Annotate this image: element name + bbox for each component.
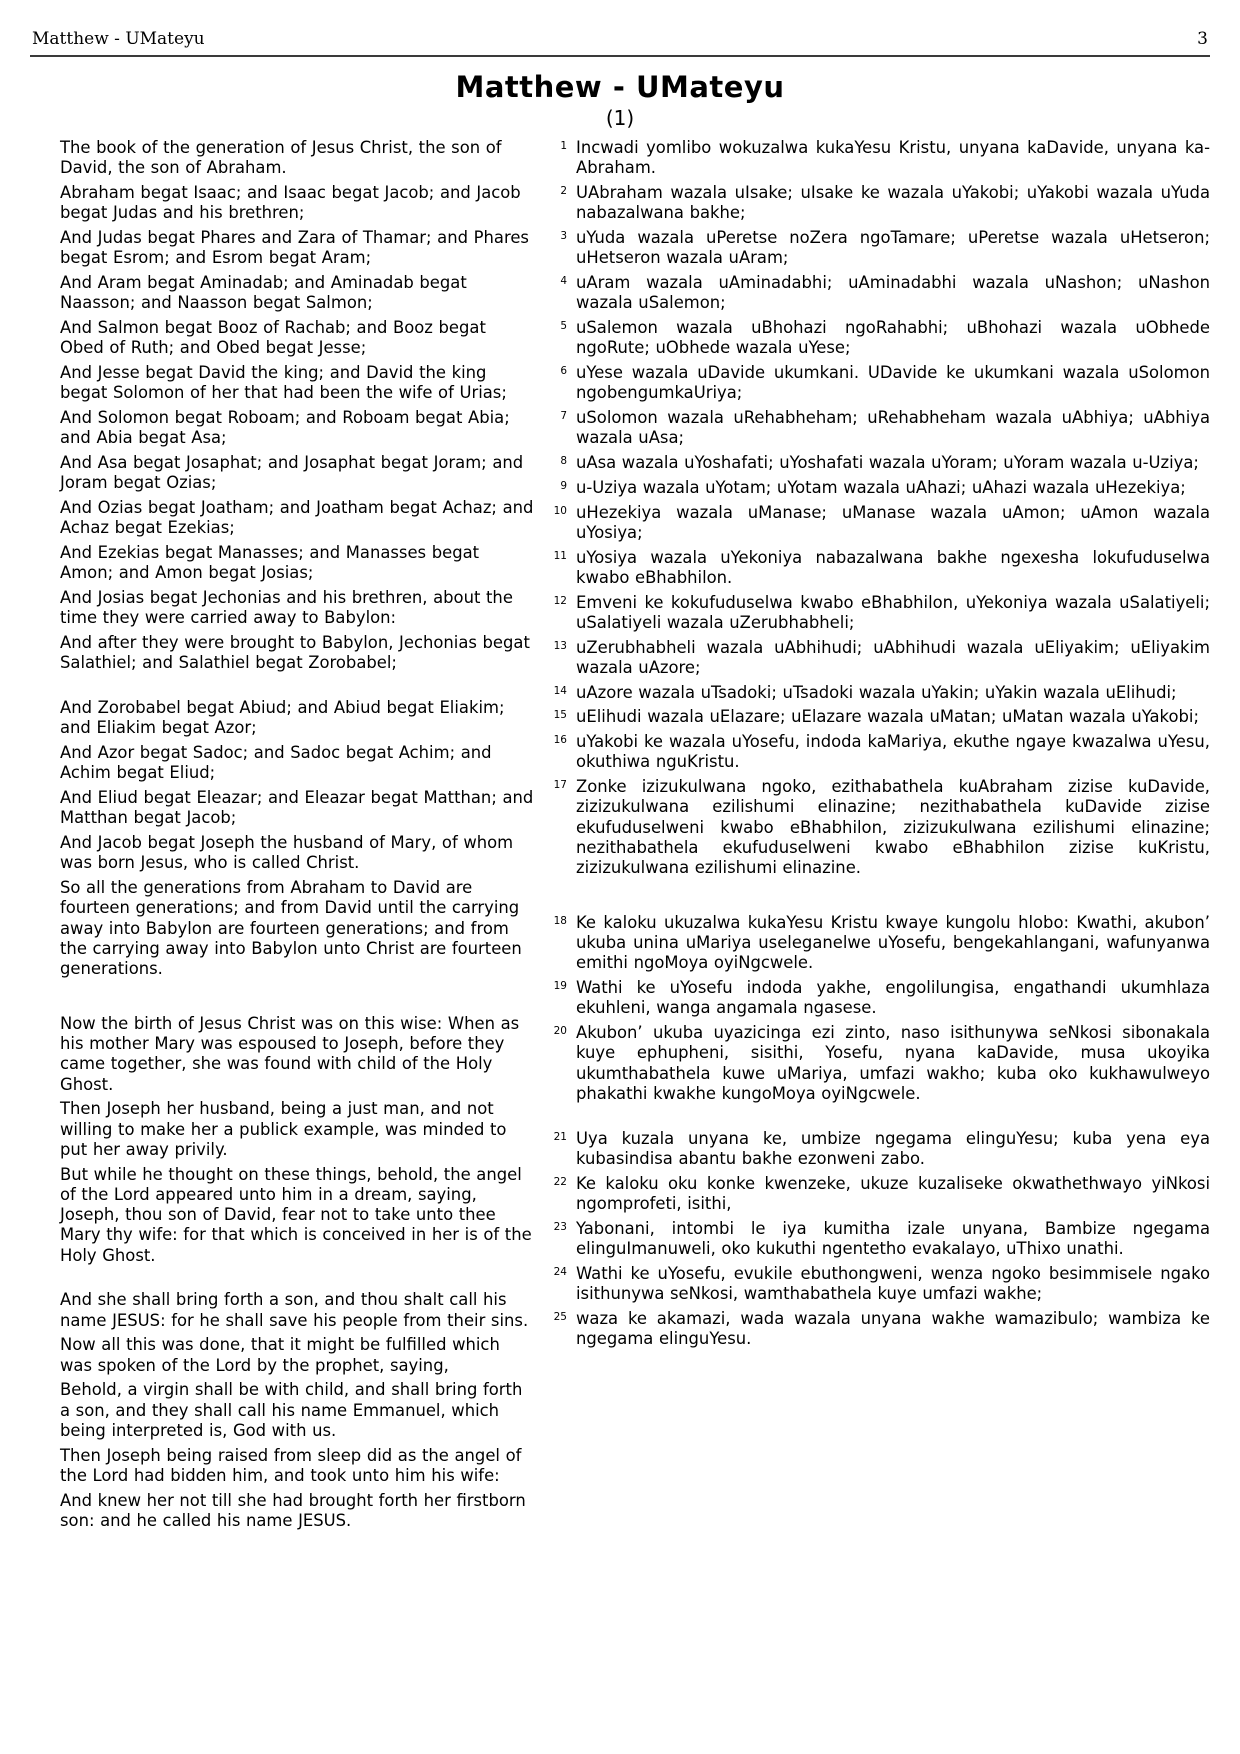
verse-number: 15 (553, 709, 567, 722)
verse-number (30, 543, 60, 546)
verse-text: Then Joseph being raised from sleep did as the angel of the Lord had bidden him, and took unto him his wife: (60, 1445, 522, 1485)
verse-row (546, 1219, 1210, 1260)
verse-row (30, 498, 534, 539)
verse-row (30, 363, 534, 404)
verse-number (30, 318, 60, 321)
verse-text: Wathi ke uYosefu, evukile ebuthongweni, wenza ngoko besimmisele ngako isithunywa seNkosi, wamthabathela kuye umfazi wakhe; (576, 1263, 1210, 1303)
verse-number (30, 1014, 60, 1017)
verse-number: 20 (553, 1025, 567, 1038)
verse-text: Then Joseph her husband, being a just man, and not willing to make her a publick example, was minded to put her away privily. (60, 1099, 507, 1159)
verse-text: uZerubhabheli wazala uAbhihudi; uAbhihudi wazala uEliyakim; uEliyakim wazala uAzore; (576, 637, 1210, 677)
verse-number: 13 (553, 639, 567, 652)
verse-row (546, 1129, 1210, 1170)
verse-row (546, 732, 1210, 773)
verse-text: The book of the generation of Jesus Christ, the son of David, the son of Abraham. (60, 138, 502, 178)
verse-number (30, 1099, 60, 1102)
verse-text: And Ozias begat Joatham; and Joatham begat Achaz; and Achaz begat Ezekias; (60, 498, 534, 538)
verse-row (546, 228, 1210, 269)
parallel-text-body (30, 138, 1210, 1536)
verse-number (30, 228, 60, 231)
verse-number (30, 1335, 60, 1338)
verse-row (30, 183, 534, 224)
verse-row (30, 1014, 534, 1095)
verse-number (30, 878, 60, 881)
verse-text: And Josias begat Jechonias and his brethren, about the time they were carried away to Babylon: (60, 588, 513, 628)
verse-row (546, 503, 1210, 544)
verse-text: And Zorobabel begat Abiud; and Abiud begat Eliakim; and Eliakim begat Azor; (60, 698, 505, 738)
verse-row (30, 878, 534, 979)
verse-number: 22 (553, 1175, 567, 1188)
verse-row (30, 138, 534, 179)
verse-text: Yabonani, intombi le iya kumitha izale unyana, Bambize ngegama elinguImanuweli, oko kukuthi ngentetho evakalayo, uThixo unathi. (576, 1218, 1210, 1258)
header-page-number: 3 (1197, 29, 1208, 49)
header-book-title: Matthew - UMateyu (32, 29, 205, 49)
verse-number: 21 (553, 1130, 567, 1143)
verse-number: 6 (560, 365, 567, 378)
verse-text: Now the birth of Jesus Christ was on this wise: When as his mother Mary was espoused to Joseph, before they came together, she was found with child of the Holy Ghost. (60, 1013, 520, 1094)
verse-number: 7 (560, 410, 567, 423)
verse-number (30, 788, 60, 791)
verse-text: And Eliud begat Eleazar; and Eleazar begat Matthan; and Matthan begat Jacob; (60, 788, 534, 828)
verse-row (546, 138, 1210, 179)
verse-row (546, 1264, 1210, 1305)
verse-text: And Asa begat Josaphat; and Josaphat begat Joram; and Joram begat Ozias; (60, 453, 524, 493)
verse-row (546, 707, 1210, 727)
verse-text: Abraham begat Isaac; and Isaac begat Jacob; and Jacob begat Judas and his brethren; (60, 183, 521, 223)
verse-text: And Jacob begat Joseph the husband of Mary, of whom was born Jesus, who is called Christ. (60, 833, 514, 873)
verse-row (546, 978, 1210, 1019)
verse-text: UAbraham wazala uIsake; uIsake ke wazala uYakobi; uYakobi wazala uYuda nabazalwana bakhe; (576, 183, 1210, 223)
verse-row (546, 363, 1210, 404)
verse-row (546, 408, 1210, 449)
verse-row (30, 1290, 534, 1331)
verse-number (30, 273, 60, 276)
verse-row (30, 698, 534, 739)
verse-number: 25 (553, 1310, 567, 1323)
verse-number (30, 138, 60, 141)
verse-number (30, 408, 60, 411)
verse-text: And Ezekias begat Manasses; and Manasses begat Amon; and Amon begat Josias; (60, 543, 480, 583)
chapter-title-block (30, 71, 1210, 130)
verse-text: And Azor begat Sadoc; and Sadoc begat Achim; and Achim begat Eliud; (60, 743, 492, 783)
verse-text: Akubon’ ukuba uyazicinga ezi zinto, naso isithunywa seNkosi sibonakala kuye ephupheni, sisithi, Yosefu, nyana kaDavide, musa ukoyika ukumthabathela kuwe uMariya, umfazi wakho; kuba oko kukhawulweyo phakathi kwakhe kungoMoya oyiNgcwele. (576, 1023, 1210, 1103)
verse-number: 24 (553, 1265, 567, 1278)
verse-row (546, 318, 1210, 359)
verse-number (30, 588, 60, 591)
running-header (30, 30, 1210, 57)
verse-row (546, 453, 1210, 473)
verse-number (30, 743, 60, 746)
verse-row (30, 1380, 534, 1441)
verse-row (30, 318, 534, 359)
verse-row (546, 593, 1210, 634)
verse-text: u-Uziya wazala uYotam; uYotam wazala uAhazi; uAhazi wazala uHezekiya; (576, 477, 1186, 497)
verse-text: And knew her not till she had brought forth her firstborn son: and he called his name JESUS. (60, 1490, 526, 1530)
verse-row (546, 183, 1210, 224)
verse-row (546, 683, 1210, 703)
verse-text: waza ke akamazi, wada wazala unyana wakhe wamazibulo; wambiza ke ngegama elinguYesu. (576, 1308, 1210, 1348)
verse-number: 1 (560, 140, 567, 153)
verse-row (546, 548, 1210, 589)
verse-number (30, 363, 60, 366)
xhosa-column (546, 138, 1210, 1354)
verse-row (30, 408, 534, 449)
verse-text: Emveni ke kokufuduselwa kwabo eBhabhilon, uYekoniya wazala uSalatiyeli; uSalatiyeli wazala uZerubhabheli; (576, 592, 1210, 632)
verse-row (30, 743, 534, 784)
verse-number (30, 1446, 60, 1449)
chapter-number: (1) (605, 106, 635, 131)
verse-number: 5 (560, 320, 567, 333)
paragraph-spacer (546, 1109, 1210, 1129)
verse-number (30, 633, 60, 636)
verse-text: uSolomon wazala uRehabheham; uRehabheham wazala uAbhiya; uAbhiya wazala uAsa; (576, 408, 1210, 448)
verse-text: And Jesse begat David the king; and David the king begat Solomon of her that had been the wife of Urias; (60, 363, 507, 403)
verse-text: uAsa wazala uYoshafati; uYoshafati wazala uYoram; uYoram wazala u-Uziya; (576, 453, 1199, 473)
verse-row (546, 638, 1210, 679)
verse-row (546, 478, 1210, 498)
page-title: Matthew - UMateyu (455, 69, 785, 104)
verse-number: 11 (553, 549, 567, 562)
verse-number (30, 1290, 60, 1293)
verse-number: 10 (553, 504, 567, 517)
verse-number: 19 (553, 980, 567, 993)
verse-text: And Aram begat Aminadab; and Aminadab begat Naasson; and Naasson begat Salmon; (60, 273, 467, 313)
verse-number: 14 (553, 684, 567, 697)
verse-row (546, 777, 1210, 878)
verse-row (30, 228, 534, 269)
verse-text: uAzore wazala uTsadoki; uTsadoki wazala uYakin; uYakin wazala uElihudi; (576, 682, 1177, 702)
verse-row (30, 1446, 534, 1487)
verse-text: uYosiya wazala uYekoniya nabazalwana bakhe ngexesha lokufuduselwa kwabo eBhabhilon. (576, 547, 1210, 587)
verse-text: And Salmon begat Booz of Rachab; and Booz begat Obed of Ruth; and Obed begat Jesse; (60, 318, 486, 358)
english-column (30, 138, 546, 1536)
verse-text: And Judas begat Phares and Zara of Thamar; and Phares begat Esrom; and Esrom begat Aram; (60, 228, 529, 268)
verse-text: Now all this was done, that it might be fulfilled which was spoken of the Lord by the prophet, saying, (60, 1335, 500, 1375)
verse-text: Ke kaloku oku konke kwenzeke, ukuze kuzaliseke okwathethwayo yiNkosi ngomprofeti, isithi, (576, 1173, 1210, 1213)
verse-row (546, 1023, 1210, 1104)
verse-text: uYuda wazala uPeretse noZera ngoTamare; uPeretse wazala uHetseron; uHetseron wazala uAram; (576, 228, 1210, 268)
verse-row (30, 273, 534, 314)
verse-text: Zonke izizukulwana ngoko, ezithabathela kuAbraham zizise kuDavide, zizizukulwana ezilishumi elinazine; nezithabathela kuDavide zizise ekufuduselweni kwabo eBhabhilon, zizizukulwana ezilishumi elinazine; nezithabathela ekufuduselweni kwabo eBhabhilon zizise kuKristu, zizizukulwana ezilishumi elinazine. (576, 777, 1210, 878)
verse-text: uYakobi ke wazala uYosefu, indoda kaMariya, ekuthe ngaye kwazalwa uYesu, okuthiwa nguKristu. (576, 732, 1210, 772)
verse-number: 18 (553, 914, 567, 927)
verse-row (30, 1335, 534, 1376)
verse-row (546, 913, 1210, 974)
paragraph-spacer (30, 984, 534, 1014)
verse-text: And Solomon begat Roboam; and Roboam begat Abia; and Abia begat Asa; (60, 408, 510, 448)
verse-number (30, 183, 60, 186)
verse-number (30, 698, 60, 701)
verse-text: So all the generations from Abraham to David are fourteen generations; and from David until the carrying away into Babylon are fourteen generations; and from the carrying away into Babylon unto Christ are fourteen generations. (60, 878, 522, 979)
verse-number: 16 (553, 734, 567, 747)
verse-text: uYese wazala uDavide ukumkani. UDavide ke ukumkani wazala uSolomon ngobengumkaUriya; (576, 363, 1210, 403)
verse-row (30, 1491, 534, 1532)
verse-number: 12 (553, 594, 567, 607)
verse-row (546, 1309, 1210, 1350)
verse-row (30, 788, 534, 829)
verse-text: Uya kuzala unyana ke, umbize ngegama elinguYesu; kuba yena eya kubasindisa abantu bakhe ezonweni zabo. (576, 1128, 1210, 1168)
verse-text: uSalemon wazala uBhohazi ngoRahabhi; uBhohazi wazala uObhede ngoRute; uObhede wazala uYese; (576, 318, 1210, 358)
verse-row (30, 588, 534, 629)
verse-text: Behold, a virgin shall be with child, and shall bring forth a son, and they shall call his name Emmanuel, which being interpreted is, God with us. (60, 1380, 523, 1440)
verse-number: 23 (553, 1220, 567, 1233)
verse-number: 2 (560, 185, 567, 198)
verse-text: And after they were brought to Babylon, Jechonias begat Salathiel; and Salathiel begat Zorobabel; (60, 633, 530, 673)
verse-number: 8 (560, 455, 567, 468)
verse-number: 4 (560, 275, 567, 288)
verse-text: uAram wazala uAminadabhi; uAminadabhi wazala uNashon; uNashon wazala uSalemon; (576, 273, 1210, 313)
verse-number (30, 1380, 60, 1383)
verse-row (30, 833, 534, 874)
verse-row (546, 273, 1210, 314)
verse-text: Incwadi yomlibo wokuzalwa kukaYesu Kristu, unyana kaDavide, unyana ka-Abraham. (576, 138, 1210, 178)
verse-number: 9 (560, 479, 567, 492)
verse-text: Ke kaloku ukuzalwa kukaYesu Kristu kwaye kungolu hlobo: Kwathi, akubon’ ukuba unina uMariya useleganelwe uYosefu, bengekahlangani, wafunyanwa emithi ngoMoya oyiNgcwele. (576, 912, 1210, 973)
verse-row (30, 453, 534, 494)
verse-number (30, 498, 60, 501)
verse-text: uElihudi wazala uElazare; uElazare wazala uMatan; uMatan wazala uYakobi; (576, 707, 1199, 727)
paragraph-spacer (30, 1270, 534, 1290)
verse-number (30, 1491, 60, 1494)
verse-row (30, 1165, 534, 1266)
paragraph-spacer (30, 678, 534, 698)
verse-number (30, 1165, 60, 1168)
verse-number (30, 453, 60, 456)
verse-text: Wathi ke uYosefu indoda yakhe, engolilungisa, engathandi ukumhlaza ekuhleni, wanga angamala ngasese. (576, 978, 1210, 1018)
paragraph-spacer (546, 883, 1210, 913)
verse-number (30, 833, 60, 836)
verse-text: And she shall bring forth a son, and thou shalt call his name JESUS: for he shall save his people from their sins. (60, 1290, 529, 1330)
verse-row (546, 1174, 1210, 1215)
verse-row (30, 633, 534, 674)
verse-number: 17 (553, 779, 567, 792)
verse-number: 3 (560, 230, 567, 243)
verse-row (30, 1099, 534, 1160)
verse-row (30, 543, 534, 584)
verse-text: But while he thought on these things, behold, the angel of the Lord appeared unto him in a dream, saying, Joseph, thou son of David, fear not to take unto thee Mary thy wife: for that which is conceived in her is of the Holy Ghost. (60, 1164, 532, 1265)
verse-text: uHezekiya wazala uManase; uManase wazala uAmon; uAmon wazala uYosiya; (576, 502, 1210, 542)
